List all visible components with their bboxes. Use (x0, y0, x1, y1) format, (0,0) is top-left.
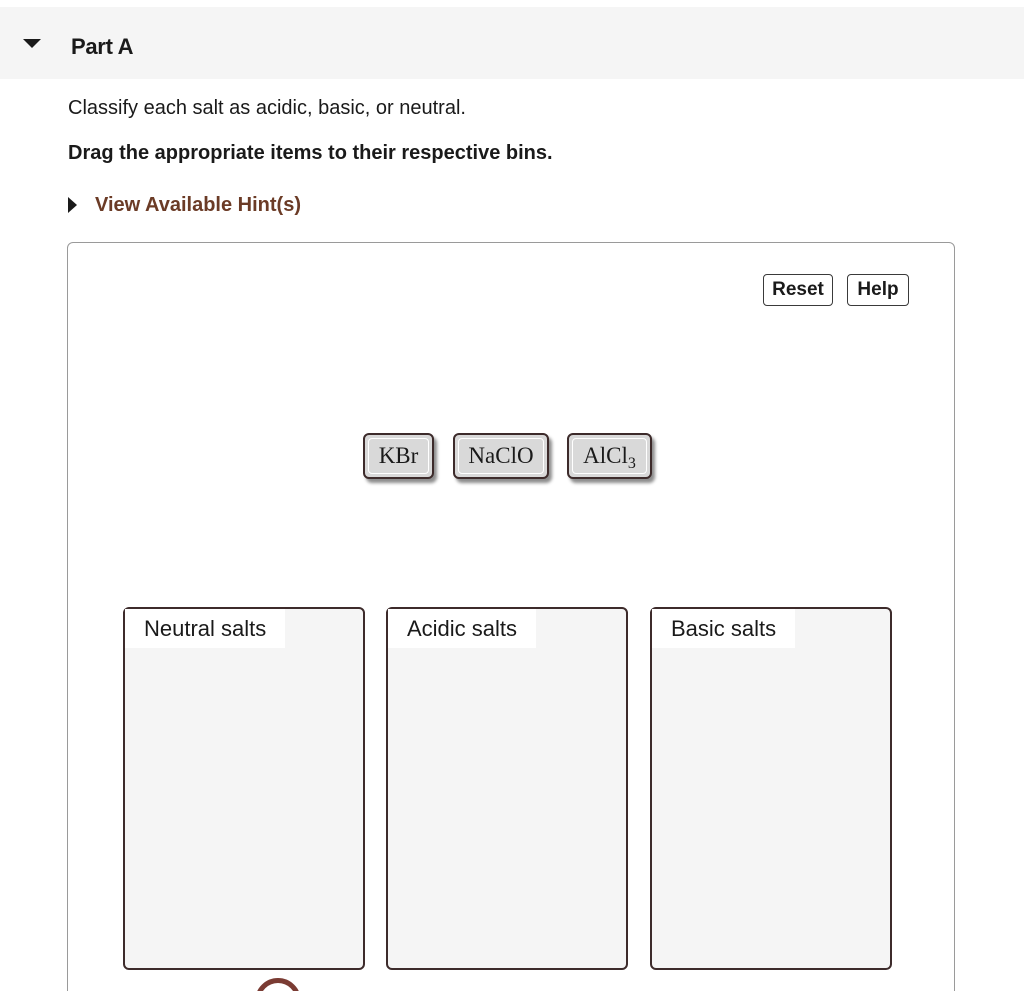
part-header[interactable] (0, 7, 1024, 79)
drag-instruction: Drag the appropriate items to their respective bins. (68, 142, 553, 164)
caret-right-icon (66, 196, 78, 214)
token-formula-main: AlCl (583, 443, 628, 468)
token-formula-subscript: 3 (627, 455, 636, 472)
token-label: KBr (378, 443, 419, 468)
bin-neutral-salts[interactable] (123, 607, 365, 970)
bin-acidic-salts[interactable] (386, 607, 628, 970)
help-button[interactable]: Help (847, 274, 909, 306)
part-title: Part A (71, 34, 134, 59)
view-hints-link[interactable] (66, 192, 301, 218)
bin-label: Neutral salts (125, 609, 285, 648)
bin-basic-salts[interactable] (650, 607, 892, 970)
token-alcl3[interactable] (567, 433, 652, 479)
token-label (583, 443, 636, 472)
hint-label: View Available Hint(s) (95, 193, 301, 216)
caret-down-icon[interactable] (22, 35, 42, 51)
token-label: NaClO (468, 443, 534, 468)
reset-button[interactable]: Reset (763, 274, 833, 306)
bin-label: Acidic salts (388, 609, 536, 648)
bin-label: Basic salts (652, 609, 795, 648)
token-naclo[interactable] (453, 433, 549, 479)
question-instruction: Classify each salt as acidic, basic, or neutral. (68, 97, 466, 119)
token-kbr[interactable] (363, 433, 434, 479)
